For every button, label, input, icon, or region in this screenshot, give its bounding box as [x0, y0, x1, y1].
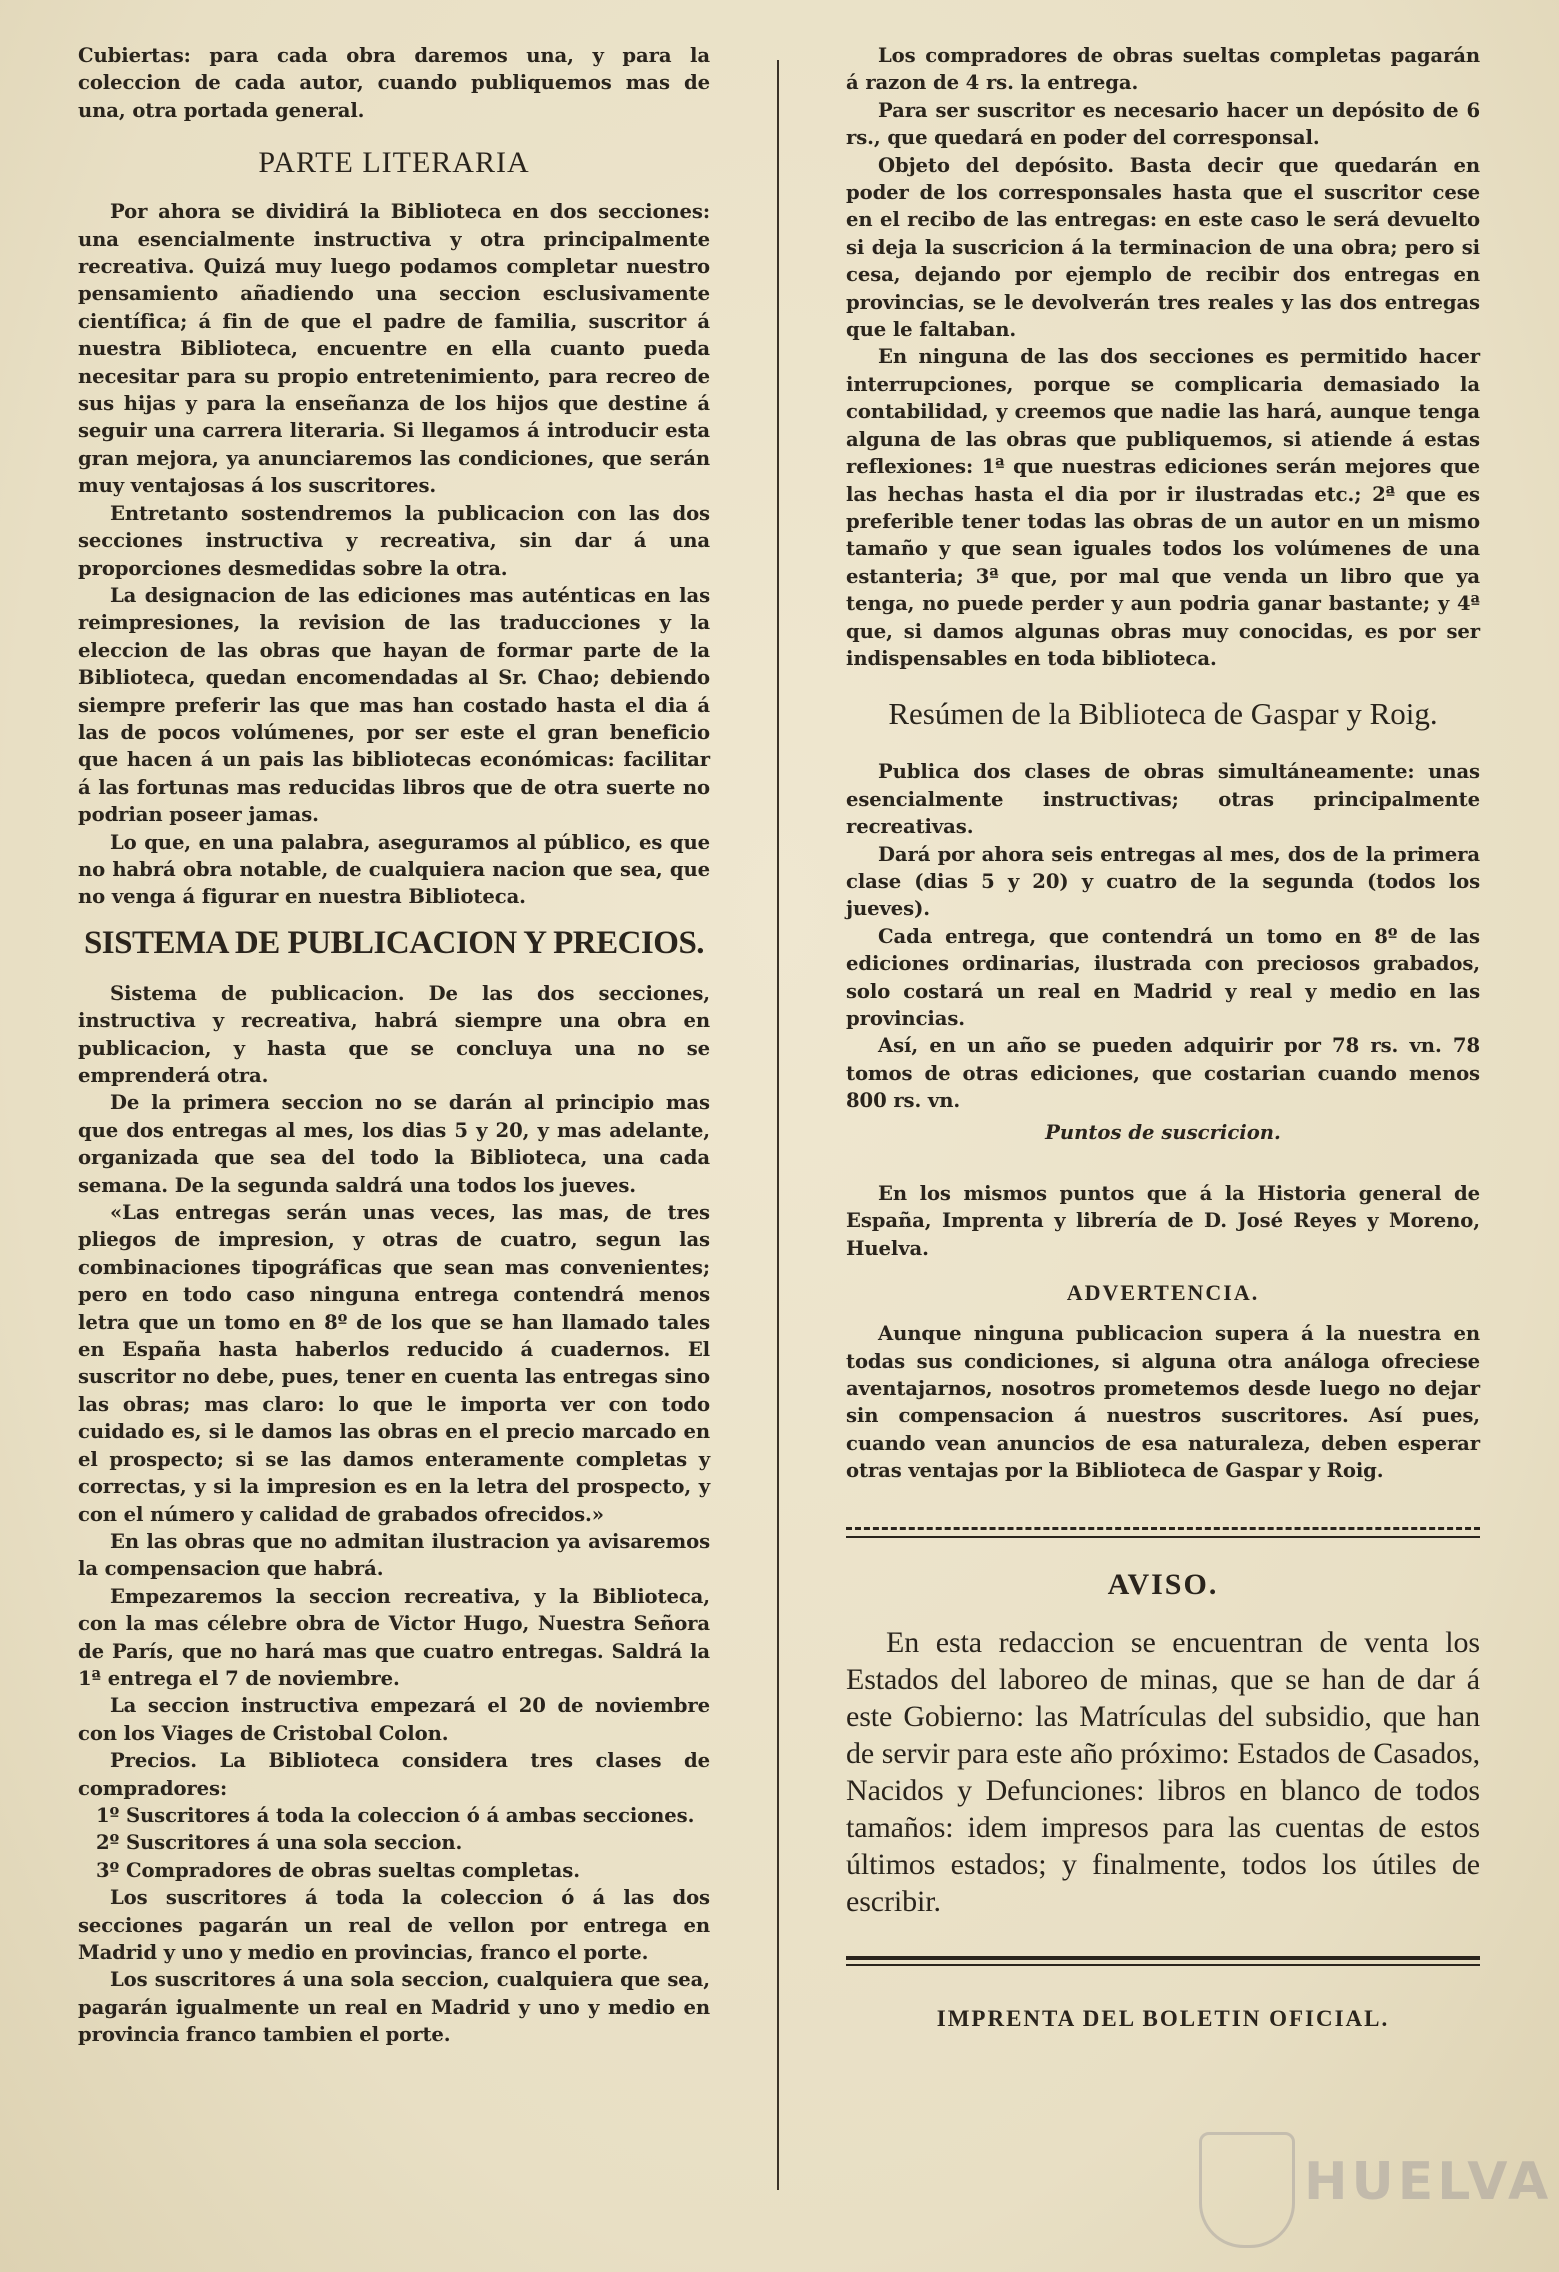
ornamental-rule — [846, 1527, 1480, 1538]
paragraph: Para ser suscritor es necesario hacer un depósito de 6 rs., que quedará en poder del corresponsal. — [846, 98, 1480, 150]
imprenta-footer: IMPRENTA DEL BOLETIN OFICIAL. — [936, 2005, 1390, 2031]
paragraph: Entretanto sostendremos la publicacion con las dos secciones instructiva y recreativa, sin dar á una proporciones desmedidas sobre la otra. — [78, 501, 710, 580]
archive-watermark — [1199, 2132, 1553, 2242]
watermark-text: HUELVA — [1304, 2152, 1553, 2212]
aviso-paragraph: En esta redaccion se encuentran de venta los Estados del laboreo de minas, que se han de dar á este Gobierno: las Matrículas del subsidio, que han de servir para este año próximo: Estados de Casados, Nacidos y Defunciones: libros en blanco de todos tamaños: idem impresos para las cuentas de estos últimos estados; y finalmente, todos los útiles de escribir. — [846, 1625, 1480, 1918]
paragraph: Empezaremos la seccion recreativa, y la Biblioteca, con la mas célebre obra de Victor Hugo, Nuestra Señora de París, que no hará mas que cuatro entregas. Saldrá la 1ª entrega el 7 de noviembre. — [78, 1584, 710, 1690]
paragraph: Objeto del depósito. Basta decir que quedarán en poder de los corresponsales hasta que el suscritor cese en el recibo de las entregas: en este caso le será devuelto si deja la suscricion á la terminacion de una obra; pero si cesa, dejando por ejemplo de recibir dos entregas en provincias, se le devolverán tres reales y las dos entregas que le faltaban. — [846, 153, 1480, 342]
right-column — [846, 42, 1480, 2032]
list-item: 3º Compradores de obras sueltas completas. — [96, 1858, 580, 1882]
paragraph: Sistema de publicacion. De las dos secciones, instructiva y recreativa, habrá siempre una obra en publicacion, y hasta que se concluya una no se emprenderá otra. — [78, 981, 710, 1087]
puntos-suscricion: Puntos de suscricion. — [1045, 1120, 1281, 1144]
paragraph: En ninguna de las dos secciones es permitido hacer interrupciones, porque se complicaria demasiado la contabilidad, y creemos que nadie las hará, aunque tenga alguna de las obras que publiquemos, si atiende á estas reflexiones: 1ª que nuestras ediciones serán mejores que las hechas hasta el dia por ir ilustradas etc.; 2ª que es preferible tener todas las obras de un autor en un mismo tamaño y que sean iguales todos los volúmenes de una estanteria; 3ª que, por mal que venda un libro que ya tenga, no puede perder y aun podria ganar bastante; y 4ª que, si damos algunas obras muy conocidas, es por ser indispensables en toda biblioteca. — [846, 345, 1480, 670]
paragraph: Lo que, en una palabra, aseguramos al público, es que no habrá obra notable, de cualquiera nacion que sea, que no venga á figurar en nuestra Biblioteca. — [78, 830, 710, 909]
crest-icon — [1199, 2132, 1295, 2248]
heading-aviso: AVISO. — [1107, 1567, 1219, 1601]
paragraph: Dará por ahora seis entregas al mes, dos de la primera clase (dias 5 y 20) y cuatro de la segunda (todos los jueves). — [846, 842, 1480, 921]
heading-sistema-publicacion: SISTEMA DE PUBLICACION Y PRECIOS. — [83, 924, 705, 961]
left-column — [78, 42, 710, 2049]
heading-resumen: Resúmen de la Biblioteca de Gaspar y Roig. — [888, 696, 1438, 732]
paragraph: «Las entregas serán unas veces, las mas, de tres pliegos de impresion, y otras de cuatro, segun las combinaciones tipográficas que sean mas convenientes; pero en todo caso ninguna entrega contendrá menos letra que un tomo en 8º de los que se han llamado tales en España hasta haberlos reducido á cuadernos. El suscritor no debe, pues, tener en cuenta las entregas sino las obras; mas claro: lo que le importa ver con todo cuidado es, si le damos las obras en el precio marcado en el prospecto; si se las damos enteramente completas y correctas, y si la impresion es en la letra del prospecto, y con el número y calidad de grabados ofrecidos.» — [78, 1201, 710, 1526]
paragraph: De la primera seccion no se darán al principio mas que dos entregas al mes, los dias 5 y 20, y mas adelante, organizada que sea del todo la Biblioteca, una cada semana. De la segunda saldrá una todos los jueves. — [78, 1091, 710, 1197]
paragraph: La seccion instructiva empezará el 20 de noviembre con los Viages de Cristobal Colon. — [78, 1694, 710, 1745]
paragraph: La designacion de las ediciones mas auténticas en las reimpresiones, la revision de las traducciones y la eleccion de las obras que hayan de formar parte de la Biblioteca, quedan encomendadas al Sr. Chao; debiendo siempre preferir las que mas han costado hasta el dia á las de pocos volúmenes, por ser este el gran beneficio que hacen á un pais las bibliotecas económicas: facilitar á las fortunas mas reducidas libros que de otra suerte no podrian poseer jamas. — [78, 583, 710, 827]
paragraph: En los mismos puntos que á la Historia general de España, Imprenta y librería de D. José Reyes y Moreno, Huelva. — [846, 1182, 1480, 1260]
intro-paragraph: Cubiertas: para cada obra daremos una, y para la coleccion de cada autor, cuando publiquemos mas de una, otra portada general. — [78, 44, 710, 122]
list-item: 1º Suscritores á toda la coleccion ó á ambas secciones. — [96, 1803, 695, 1827]
paragraph: Los suscritores á una sola seccion, cualquiera que sea, pagarán igualmente un real en Madrid y uno y medio en provincia franco tambien el porte. — [78, 1968, 710, 2047]
list-item: 2º Suscritores á una sola seccion. — [96, 1831, 463, 1855]
paragraph: Cada entrega, que contendrá un tomo en 8º de las ediciones ordinarias, ilustrada con preciosos grabados, solo costará un real en Madrid y real y medio en las provincias. — [846, 924, 1480, 1030]
paragraph: Publica dos clases de obras simultáneamente: unas esencialmente instructivas; otras principalmente recreativas. — [846, 760, 1480, 839]
double-rule — [846, 1956, 1480, 1970]
paragraph: Así, en un año se pueden adquirir por 78 rs. vn. 78 tomos de otras ediciones, que costarian cuando menos 800 rs. vn. — [846, 1034, 1480, 1113]
column-divider — [777, 60, 779, 2190]
heading-parte-literaria: PARTE LITERARIA — [258, 146, 530, 180]
paragraph: Aunque ninguna publicacion supera á la nuestra en todas sus condiciones, si alguna otra análoga ofreciese aventajarnos, nosotros prometemos desde luego no dejar sin compensacion á nuestros suscritores. Así pues, cuando vean anuncios de esa naturaleza, deben esperar otras ventajas por la Biblioteca de Gaspar y Roig. — [846, 1322, 1480, 1483]
paragraph: Precios. La Biblioteca considera tres clases de compradores: — [78, 1749, 710, 1800]
paragraph: Los suscritores á toda la coleccion ó á las dos secciones pagarán un real de vellon por entrega en Madrid y uno y medio en provincias, franco el porte. — [78, 1886, 710, 1964]
paragraph: Los compradores de obras sueltas completas pagarán á razon de 4 rs. la entrega. — [846, 44, 1480, 95]
paragraph: Por ahora se dividirá la Biblioteca en dos secciones: una esencialmente instructiva y otra principalmente recreativa. Quizá muy luego podamos completar nuestro pensamiento añadiendo una seccion esclusivamente científica; á fin de que el padre de familia, suscritor á nuestra Biblioteca, encuentre en ella cuanto pueda necesitar para su propio entretenimiento, para recreo de sus hijas y para la enseñanza de los hijos que destine á seguir una carrera literaria. Si llegamos á introducir esta gran mejora, ya anunciaremos las condiciones, que serán muy ventajosas á los suscritores. — [78, 200, 710, 498]
heading-advertencia: ADVERTENCIA. — [1066, 1280, 1260, 1306]
paragraph: En las obras que no admitan ilustracion ya avisaremos la compensacion que habrá. — [78, 1529, 710, 1581]
